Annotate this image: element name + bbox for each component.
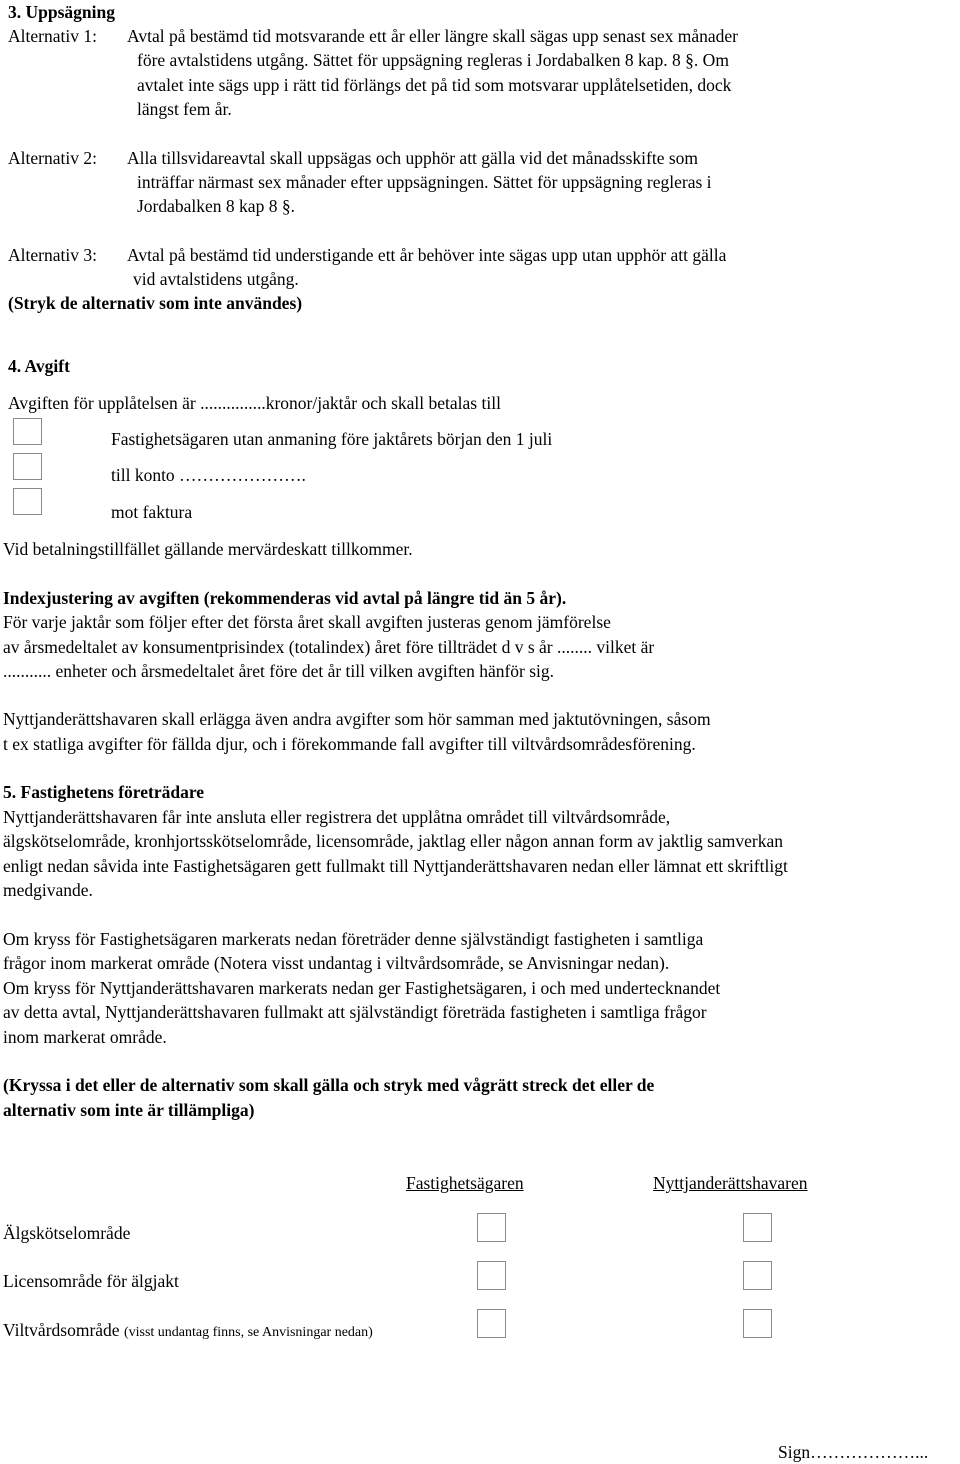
index-line-2: av årsmedeltalet av konsumentprisindex (totalindex) året före tillträdet d v s år ........ vilket är bbox=[3, 637, 655, 657]
s5-p2-line-3: Om kryss för Nyttjanderättshavaren markerats nedan ger Fastighetsägaren, i och med undertecknandet bbox=[3, 978, 721, 998]
area-row-label-2: Licensområde för älgjakt bbox=[3, 1271, 179, 1291]
area-2-owner-checkbox[interactable] bbox=[477, 1261, 506, 1290]
alt3-line-2: vid avtalstidens utgång. bbox=[133, 269, 299, 289]
alt1-line-1: Avtal på bestämd tid motsvarande ett år eller längre skall sägas upp senast sex månader bbox=[127, 26, 738, 46]
index-line-3: ........... enheter och årsmedeltalet året före det år till vilken avgiften hänför sig. bbox=[3, 661, 555, 681]
alt1-label: Alternativ 1: bbox=[8, 26, 97, 46]
signature-line: Sign………………... bbox=[778, 1442, 929, 1462]
instruction-line-2: alternativ som inte är tillämpliga) bbox=[3, 1100, 255, 1120]
payment-option-label-3: mot faktura bbox=[111, 502, 193, 522]
area-1-tenant-checkbox[interactable] bbox=[743, 1213, 772, 1242]
area-row-label-3: Viltvårdsområde bbox=[3, 1320, 120, 1340]
area-row-note-3: (visst undantag finns, se Anvisningar nedan) bbox=[123, 1325, 373, 1340]
payment-option-label-1: Fastighetsägaren utan anmaning före jaktårets början den 1 juli bbox=[111, 429, 553, 449]
section-5-heading: 5. Fastighetens företrädare bbox=[3, 782, 205, 802]
area-1-owner-checkbox[interactable] bbox=[477, 1213, 506, 1242]
alt1-line-4: längst fem år. bbox=[137, 99, 232, 119]
area-2-tenant-checkbox[interactable] bbox=[743, 1261, 772, 1290]
alt3-line-1: Avtal på bestämd tid understigande ett år behöver inte sägas upp utan upphör att gälla bbox=[127, 245, 727, 265]
area-row-label-1: Älgskötselområde bbox=[3, 1223, 131, 1243]
column-header-nyttjanderattshavaren: Nyttjanderättshavaren bbox=[653, 1173, 808, 1193]
other-fees-line-1: Nyttjanderättshavaren skall erlägga även andra avgifter som hör samman med jaktutövningen, såsom bbox=[3, 709, 711, 729]
fee-intro: Avgiften för upplåtelsen är ...............kronor/jaktår och skall betalas till bbox=[8, 393, 501, 413]
s5-p1-line-4: medgivande. bbox=[3, 880, 93, 900]
payment-option-checkbox-1[interactable] bbox=[13, 418, 42, 445]
s5-p2-line-4: av detta avtal, Nyttjanderättshavaren fullmakt att självständigt företräda fastigheten i samtliga frågor bbox=[3, 1002, 707, 1022]
area-3-owner-checkbox[interactable] bbox=[477, 1309, 506, 1338]
alt2-line-2: inträffar närmast sex månader efter uppsägningen. Sättet för uppsägning regleras i bbox=[137, 172, 712, 192]
s5-p1-line-2: älgskötselområde, kronhjortsskötselområde, licensområde, jaktlag eller någon annan form av jaktlig samverkan bbox=[3, 831, 783, 851]
s5-p2-line-5: inom markerat område. bbox=[3, 1027, 167, 1047]
payment-option-label-2: till konto …………………. bbox=[111, 465, 306, 485]
alt1-line-2: före avtalstidens utgång. Sättet för uppsägning regleras i Jordabalken 8 kap. 8 §. Om bbox=[137, 50, 729, 70]
alt2-line-1: Alla tillsvidareavtal skall uppsägas och upphör att gälla vid det månadsskifte som bbox=[127, 148, 699, 168]
s5-p2-line-2: frågor inom markerat område (Notera visst undantag i viltvårdsområde, se Anvisningar nedan). bbox=[3, 953, 670, 973]
column-header-fastighetsagaren: Fastighetsägaren bbox=[406, 1173, 524, 1193]
section-3-heading: 3. Uppsägning bbox=[8, 2, 115, 22]
s5-p1-line-1: Nyttjanderättshavaren får inte ansluta eller registrera det upplåtna området till viltvårdsområde, bbox=[3, 807, 671, 827]
index-line-1: För varje jaktår som följer efter det första året skall avgiften justeras genom jämförelse bbox=[3, 612, 611, 632]
payment-option-checkbox-2[interactable] bbox=[13, 453, 42, 480]
s5-p1-line-3: enligt nedan såvida inte Fastighetsägaren gett fullmakt till Nyttjanderättshavaren nedan eller lämnat ett skriftligt bbox=[3, 856, 788, 876]
alt3-label: Alternativ 3: bbox=[8, 245, 97, 265]
other-fees-line-2: t ex statliga avgifter för fällda djur, och i förekommande fall avgifter till viltvårdsområdesförening. bbox=[3, 734, 696, 754]
vat-note: Vid betalningstillfället gällande mervärdeskatt tillkommer. bbox=[3, 539, 413, 559]
strike-alternatives-note: (Stryk de alternativ som inte användes) bbox=[8, 293, 303, 313]
area-3-tenant-checkbox[interactable] bbox=[743, 1309, 772, 1338]
index-heading: Indexjustering av avgiften (rekommenderas vid avtal på längre tid än 5 år). bbox=[3, 588, 567, 608]
s5-p2-line-1: Om kryss för Fastighetsägaren markerats nedan företräder denne självständigt fastigheten i samtliga bbox=[3, 929, 704, 949]
alt2-line-3: Jordabalken 8 kap 8 §. bbox=[137, 196, 295, 216]
alt2-label: Alternativ 2: bbox=[8, 148, 97, 168]
instruction-line-1: (Kryssa i det eller de alternativ som skall gälla och stryk med vågrätt streck det eller de bbox=[3, 1075, 655, 1095]
area-row-3 bbox=[3, 1318, 373, 1345]
alt1-line-3: avtalet inte sägs upp i rätt tid förlängs det på tid som motsvarar upplåtelsetiden, dock bbox=[137, 75, 732, 95]
section-4-heading: 4. Avgift bbox=[8, 356, 70, 376]
payment-option-checkbox-3[interactable] bbox=[13, 488, 42, 515]
